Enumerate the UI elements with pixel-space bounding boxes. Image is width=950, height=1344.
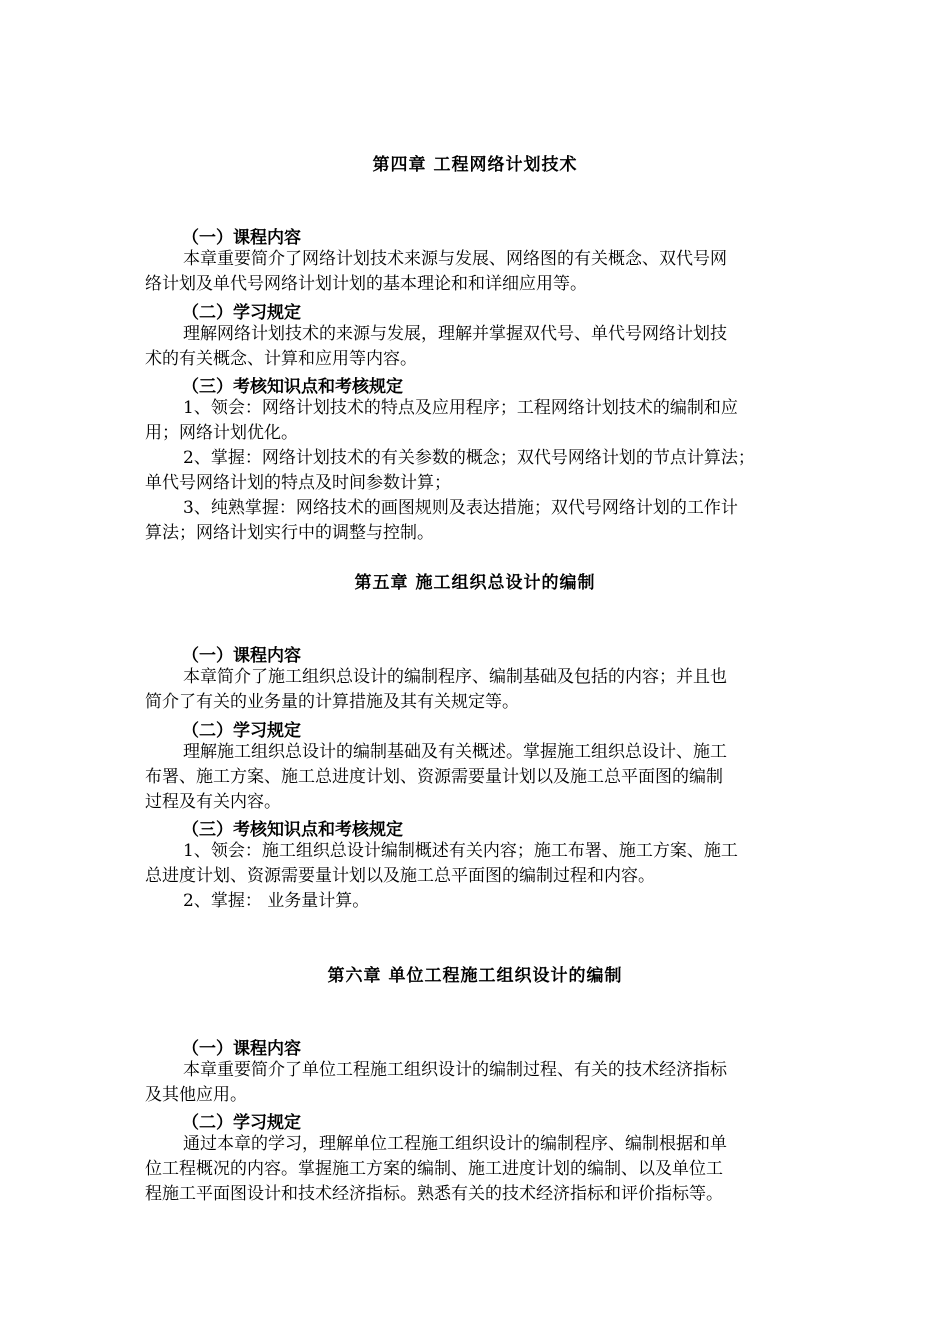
chapter-6-title: 第六章 单位工程施工组织设计的编制 — [327, 966, 623, 986]
text-line: 单代号网络计划的特点及时间参数计算； — [145, 473, 451, 493]
text-line: 2、掌握：网络计划技术的有关参数的概念；双代号网络计划的节点计算法； — [183, 448, 755, 468]
ch6-course-content-text — [145, 1058, 815, 1108]
text-line: 本章重要简介了网络计划技术来源与发展、网络图的有关概念、双代号网 — [183, 249, 727, 269]
ch4-study-requirements-text — [145, 322, 815, 372]
ch5-section-assessment: （三）考核知识点和考核规定 — [182, 820, 403, 840]
ch4-course-content-text — [145, 247, 815, 297]
text-line: 及其他应用。 — [145, 1085, 247, 1105]
ch4-section-assessment: （三）考核知识点和考核规定 — [182, 377, 403, 397]
ch4-section-study-requirements: （二）学习规定 — [182, 303, 301, 323]
ch5-section-study-requirements: （二）学习规定 — [182, 721, 301, 741]
text-line: 术的有关概念、计算和应用等内容。 — [145, 349, 417, 369]
text-line: 布署、施工方案、施工总进度计划、资源需要量计划以及施工总平面图的编制 — [145, 767, 723, 787]
text-line: 位工程概况的内容。掌握施工方案的编制、施工进度计划的编制、以及单位工 — [145, 1159, 723, 1179]
ch5-assessment-item-2 — [145, 889, 815, 914]
text-line: 通过本章的学习，理解单位工程施工组织设计的编制程序、编制根据和单 — [183, 1134, 727, 1154]
text-line: 本章重要简介了单位工程施工组织设计的编制过程、有关的技术经济指标 — [183, 1060, 727, 1080]
ch5-study-requirements-text — [145, 740, 815, 815]
ch4-assessment-item-1 — [145, 396, 815, 446]
ch4-section-course-content: （一）课程内容 — [182, 228, 301, 248]
text-line: 简介了有关的业务量的计算措施及其有关规定等。 — [145, 692, 519, 712]
ch5-assessment-item-1 — [145, 839, 815, 889]
text-line: 过程及有关内容。 — [145, 792, 281, 812]
text-line: 1、领会：网络计划技术的特点及应用程序；工程网络计划技术的编制和应 — [183, 398, 738, 418]
ch6-study-requirements-text — [145, 1132, 815, 1207]
text-line: 用；网络计划优化。 — [145, 423, 298, 443]
text-line: 总进度计划、资源需要量计划以及施工总平面图的编制过程和内容。 — [145, 866, 655, 886]
text-line: 1、领会：施工组织总设计编制概述有关内容；施工布署、施工方案、施工 — [183, 841, 738, 861]
ch5-section-course-content: （一）课程内容 — [182, 646, 301, 666]
text-line: 络计划及单代号网络计划计划的基本理论和和详细应用等。 — [145, 274, 587, 294]
text-line: 算法；网络计划实行中的调整与控制。 — [145, 523, 434, 543]
ch6-section-course-content: （一）课程内容 — [182, 1039, 301, 1059]
chapter-5-title: 第五章 施工组织总设计的编制 — [354, 573, 596, 593]
text-line: 2、掌握： 业务量计算。 — [183, 891, 370, 911]
text-line: 本章简介了施工组织总设计的编制程序、编制基础及包括的内容；并且也 — [183, 667, 727, 687]
text-line: 理解网络计划技术的来源与发展，理解并掌握双代号、单代号网络计划技 — [183, 324, 727, 344]
text-line: 3、纯熟掌握：网络技术的画图规则及表达措施；双代号网络计划的工作计 — [183, 498, 738, 518]
chapter-4-title: 第四章 工程网络计划技术 — [372, 155, 578, 175]
text-line: 程施工平面图设计和技术经济指标。熟悉有关的技术经济指标和评价指标等。 — [145, 1184, 723, 1204]
ch5-course-content-text — [145, 665, 815, 715]
ch4-assessment-item-3 — [145, 496, 815, 546]
ch6-section-study-requirements: （二）学习规定 — [182, 1113, 301, 1133]
text-line: 理解施工组织总设计的编制基础及有关概述。掌握施工组织总设计、施工 — [183, 742, 727, 762]
ch4-assessment-item-2 — [145, 446, 815, 496]
